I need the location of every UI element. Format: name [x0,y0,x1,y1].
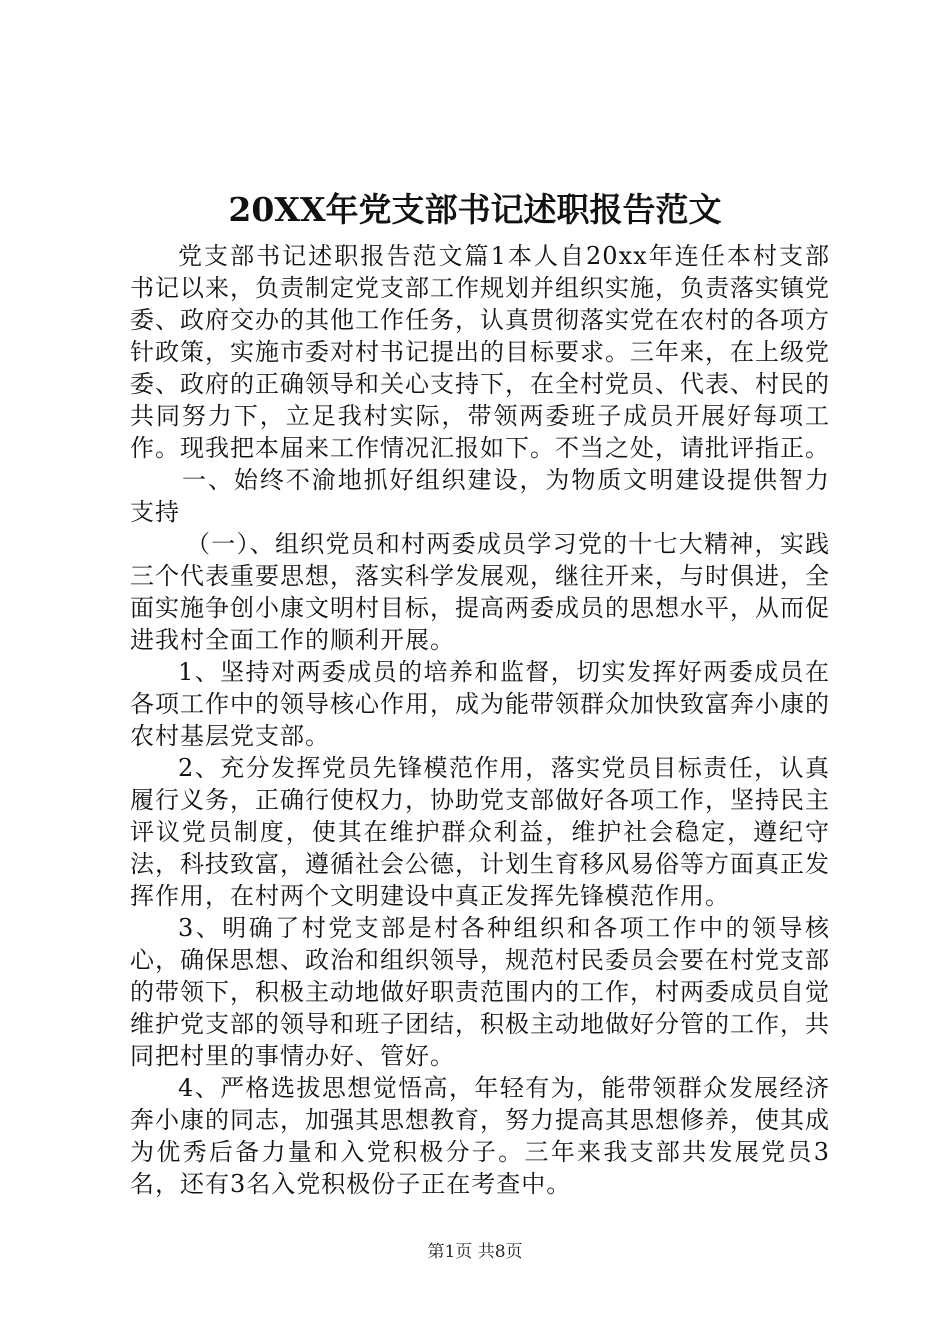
section-heading: 一、始终不渝地抓好组织建设，为物质文明建设提供智力支持 [130,466,830,526]
subsection-paragraph: （一）、组织党员和村两委成员学习党的十七大精神，实践三个代表重要思想，落实科学发展观，继往开来，与时俱进，全面实施争创小康文明村目标，提高两委成员的思想水平，从而促进我村全面工作的顺利开展。 [130,530,830,654]
list-item-1: 1、坚持对两委成员的培养和监督，切实发挥好两委成员在各项工作中的领导核心作用，成为能带领群众加快致富奔小康的农村基层党支部。 [130,658,830,750]
intro-paragraph: 党支部书记述职报告范文篇1本人自20xx年连任本村支部书记以来，负责制定党支部工作规划并组织实施，负责落实镇党委、政府交办的其他工作任务，认真贯彻落实党在农村的各项方针政策，实施市委对村书记提出的目标要求。三年来，在上级党委、政府的正确领导和关心支持下，在全村党员、代表、村民的共同努力下，立足我村实际，带领两委班子成员开展好每项工作。现我把本届来工作情况汇报如下。不当之处，请批评指正。 [130,242,830,462]
page-footer: 第1页 共8页 [427,1242,523,1262]
list-item-2: 2、充分发挥党员先锋模范作用，落实党员目标责任，认真履行义务，正确行使权力，协助党支部做好各项工作，坚持民主评议党员制度，使其在维护群众利益，维护社会稳定，遵纪守法，科技致富，遵循社会公德，计划生育移风易俗等方面真正发挥作用，在村两个文明建设中真正发挥先锋模范作用。 [130,754,830,910]
document-title: 20XX年党支部书记述职报告范文 [228,190,722,229]
list-item-3: 3、明确了村党支部是村各种组织和各项工作中的领导核心，确保思想、政治和组织领导，规范村民委员会要在村党支部的带领下，积极主动地做好职责范围内的工作，村两委成员自觉维护党支部的领导和班子团结，积极主动地做好分管的工作，共同把村里的事情办好、管好。 [130,914,830,1070]
document-body [130,240,830,1200]
list-item-4: 4、严格选拔思想觉悟高，年轻有为，能带领群众发展经济奔小康的同志，加强其思想教育，努力提高其思想修养，使其成为优秀后备力量和入党积极分子。三年来我支部共发展党员3名，还有3名入党积极份子正在考查中。 [130,1074,830,1198]
